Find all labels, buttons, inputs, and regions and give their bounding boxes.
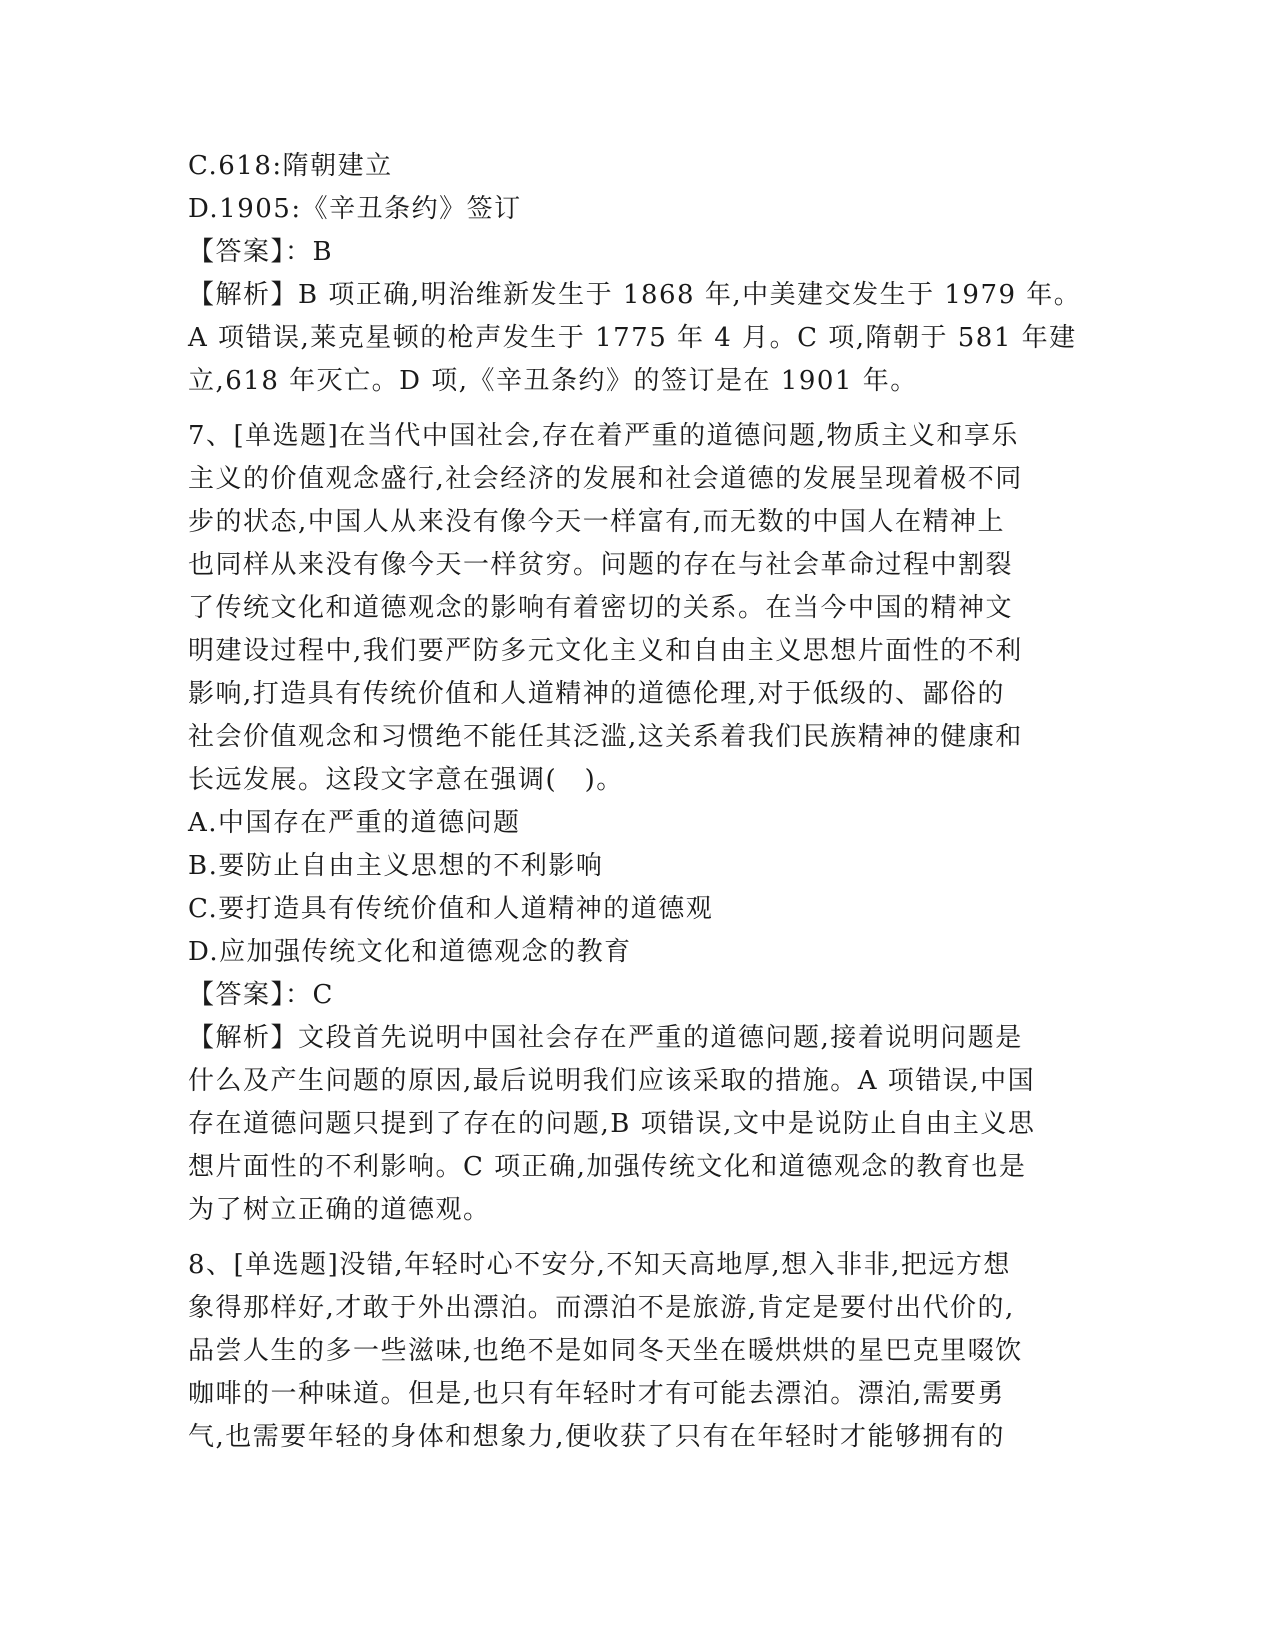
exam-content [188,145,1088,1459]
q7-option-c: C.要打造具有传统价值和人道精神的道德观 [188,894,714,924]
q7-stem-line: 长远发展。这段文字意在强调( )。 [188,765,624,795]
q7-analysis-line: 为了树立正确的道德观。 [188,1195,491,1225]
q6-option-c: C.618:隋朝建立 [188,151,393,181]
q7-stem-line: 明建设过程中,我们要严防多元文化主义和自由主义思想片面性的不利 [188,636,1023,666]
q7-stem-line: 主义的价值观念盛行,社会经济的发展和社会道德的发展呈现着极不同 [188,464,1023,494]
q7-stem-line: 社会价值观念和习惯绝不能任其泛滥,这关系着我们民族精神的健康和 [188,722,1023,752]
q7-stem-line: 影响,打造具有传统价值和人道精神的道德伦理,对于低级的、鄙俗的 [188,679,1006,709]
q7-stem-line: 也同样从来没有像今天一样贫穷。问题的存在与社会革命过程中割裂 [188,550,1014,580]
q7-analysis-line: 什么及产生问题的原因,最后说明我们应该采取的措施。A 项错误,中国 [188,1066,1036,1096]
q7-option-d: D.应加强传统文化和道德观念的教育 [188,937,632,967]
q8-stem-line: 8、[单选题]没错,年轻时心不安分,不知天高地厚,想入非非,把远方想 [188,1250,1011,1280]
q7-option-b: B.要防止自由主义思想的不利影响 [188,851,604,881]
q7-analysis-line: 想片面性的不利影响。C 项正确,加强传统文化和道德观念的教育也是 [188,1152,1027,1182]
q7-analysis [188,1017,1088,1232]
q7-stem-line: 7、[单选题]在当代中国社会,存在着严重的道德问题,物质主义和享乐 [188,421,1019,451]
q8-stem [188,1244,1088,1459]
q6-analysis-line: 立,618 年灭亡。D 项,《辛丑条约》的签订是在 1901 年。 [188,366,918,396]
q7-stem-line: 了传统文化和道德观念的影响有着密切的关系。在当今中国的精神文 [188,593,1014,623]
q6-option-d: D.1905:《辛丑条约》签订 [188,194,522,224]
section-gap [188,1232,1088,1244]
q7-option-a: A.中国存在严重的道德问题 [188,808,521,838]
q8-stem-line: 咖啡的一种味道。但是,也只有年轻时才有可能去漂泊。漂泊,需要勇 [188,1379,1006,1409]
question-8 [188,1244,1088,1459]
q7-answer: 【答案】：C [188,980,334,1010]
q7-stem-line: 步的状态,中国人从来没有像今天一样富有,而无数的中国人在精神上 [188,507,1006,537]
q6-analysis-line: 【解析】B 项正确,明治维新发生于 1868 年,中美建交发生于 1979 年。 [188,280,1082,310]
section-gap [188,403,1088,415]
q6-analysis-line: A 项错误,莱克星顿的枪声发生于 1775 年 4 月。C 项,隋朝于 581 年建 [188,323,1077,353]
q7-analysis-line: 【解析】文段首先说明中国社会存在严重的道德问题,接着说明问题是 [188,1023,1023,1053]
q8-stem-line: 气,也需要年轻的身体和想象力,便收获了只有在年轻时才能够拥有的 [188,1422,1006,1452]
q7-analysis-line: 存在道德问题只提到了存在的问题,B 项错误,文中是说防止自由主义思 [188,1109,1036,1139]
q6-answer: 【答案】：B [188,237,334,267]
q7-stem [188,415,1088,802]
q6-analysis [188,274,1088,403]
question-6-tail [188,145,1088,403]
q8-stem-line: 象得那样好,才敢于外出漂泊。而漂泊不是旅游,肯定是要付出代价的, [188,1293,1015,1323]
question-7 [188,415,1088,1232]
q7-options [188,802,1088,974]
q8-stem-line: 品尝人生的多一些滋味,也绝不是如同冬天坐在暖烘烘的星巴克里啜饮 [188,1336,1023,1366]
